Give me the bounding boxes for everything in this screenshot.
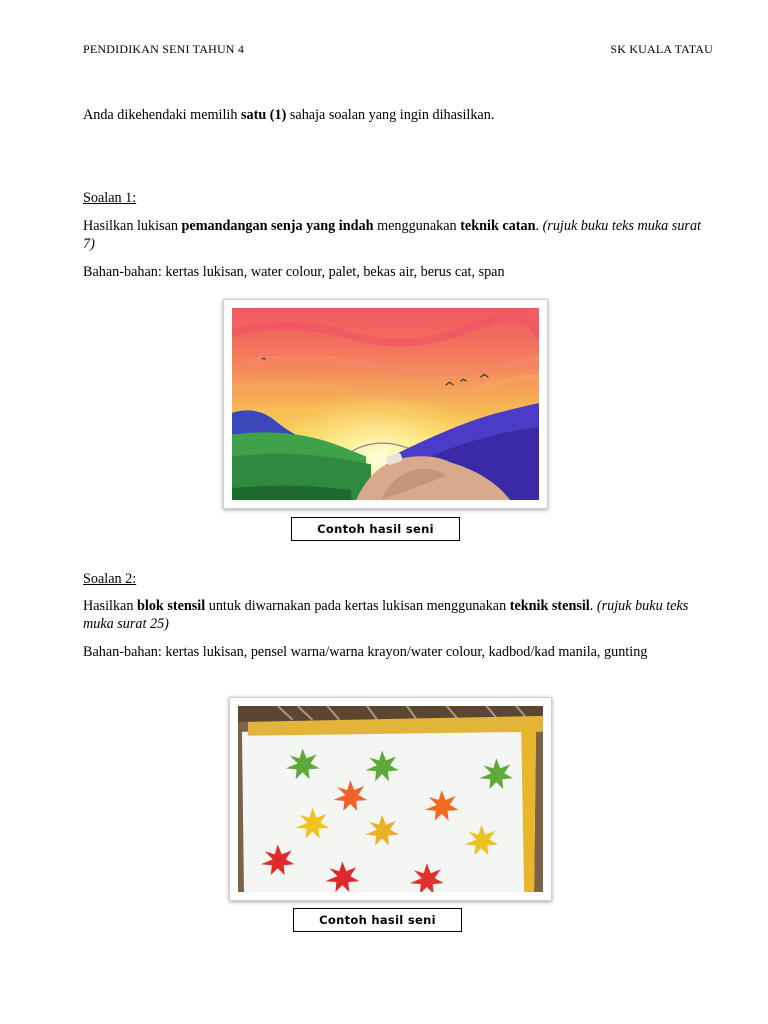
intro-text — [83, 106, 703, 124]
q1-caption: Contoh hasil seni — [291, 517, 460, 541]
intro-pre: Anda dikehendaki memilih — [83, 107, 241, 123]
q2-t1: Hasilkan — [83, 598, 137, 614]
q2-stencil-leaves-photo — [229, 697, 552, 901]
q1-t3: . — [535, 218, 543, 234]
stencil-leaves-image — [238, 706, 543, 892]
q1-t2: menggunakan — [373, 218, 461, 234]
q2-materials: Bahan-bahan: kertas lukisan, pensel warna/warna krayon/water colour, kadbod/kad manila, gunting — [83, 644, 648, 660]
q2-t2: untuk diwarnakan pada kertas lukisan menggunakan — [205, 598, 510, 614]
q1-materials: Bahan-bahan: kertas lukisan, water colour, palet, bekas air, berus cat, span — [83, 264, 505, 280]
q1-sunset-painting — [223, 299, 548, 509]
q1-b1: pemandangan senja yang indah — [181, 218, 374, 234]
q2-b2: teknik stensil — [509, 598, 590, 614]
q2-ref: (rujuk buku teks muka surat 25) — [83, 598, 689, 632]
sunset-painting-image — [232, 308, 539, 500]
q1-ref: (rujuk buku teks muka surat 7) — [83, 218, 701, 252]
intro-bold: satu (1) — [241, 107, 287, 123]
q1-t1: Hasilkan lukisan — [83, 218, 182, 234]
q1-heading: Soalan 1: — [83, 190, 137, 206]
q2-t3: . — [589, 598, 597, 614]
q2-b1: blok stensil — [136, 598, 206, 614]
q1-b2: teknik catan — [460, 218, 536, 234]
header-left: PENDIDIKAN SENI TAHUN 4 — [83, 42, 245, 56]
q1-instruction — [83, 217, 703, 253]
q2-instruction — [83, 597, 703, 633]
q2-caption: Contoh hasil seni — [293, 908, 462, 932]
intro-post: sahaja soalan yang ingin dihasilkan. — [286, 107, 495, 123]
header-right: SK KUALA TATAU — [610, 42, 713, 56]
q2-heading: Soalan 2: — [83, 571, 137, 587]
